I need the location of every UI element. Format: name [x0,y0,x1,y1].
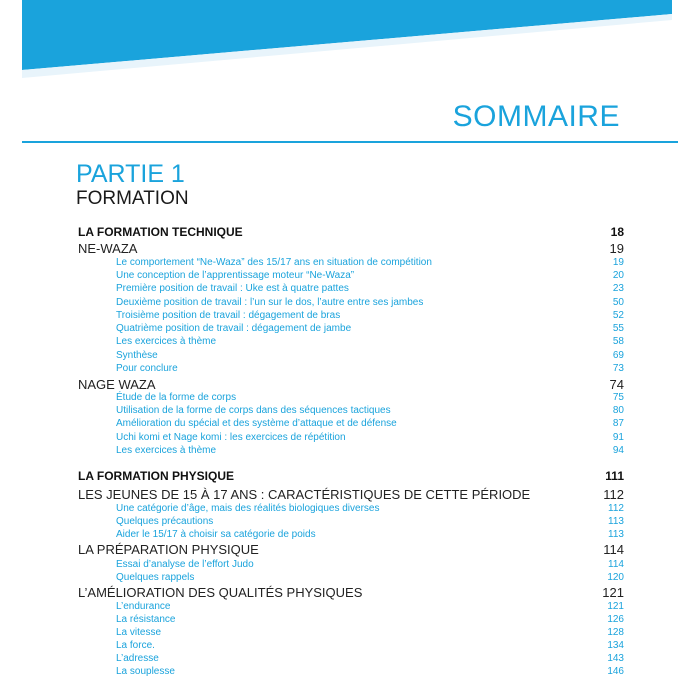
toc-entry-label: LA FORMATION TECHNIQUE [78,225,243,239]
toc-entry-page: 146 [607,666,624,677]
page-title: SOMMAIRE [452,100,620,133]
toc-entry-label: Quelques précautions [116,516,214,527]
toc-entry-label: Une conception de l’apprentissage moteur “Ne-Waza” [116,270,355,281]
toc-entry-page: 121 [607,601,624,612]
toc-entry-label: Une catégorie d’âge, mais des réalités biologiques diverses [116,503,380,514]
toc-entry-page: 113 [608,516,624,527]
toc-entry-page: 52 [612,310,624,321]
toc-entry-label: Quatrième position de travail : dégagement de jambe [116,323,352,334]
toc-entry-page: 134 [607,640,624,651]
toc-entry-page: 18 [610,225,624,239]
toc-entry-label: Quelques rappels [116,572,195,583]
toc-entry-label: Uchi komi et Nage komi : les exercices de répétition [116,432,346,443]
part-name: FORMATION [76,188,189,209]
toc-entry-page: 19 [609,241,624,256]
part-number: PARTIE 1 [76,160,185,188]
toc-entry-label: Les exercices à thème [116,445,217,456]
toc-entry-label: Étude de la forme de corps [116,392,237,403]
toc-entry-page: 74 [609,377,624,392]
toc-entry-page: 114 [603,542,624,557]
toc-entry-label: La résistance [116,614,176,625]
toc-entry-page: 120 [607,572,624,583]
toc-entry-page: 128 [607,627,624,638]
toc-entry-page: 55 [612,323,624,334]
toc-entry-page: 94 [612,445,624,456]
toc-entry-label: LES JEUNES DE 15 À 17 ANS : CARACTÉRISTIQUES DE CETTE PÉRIODE [78,487,531,502]
toc-entry-page: 113 [608,529,624,540]
toc-entry-label: L’endurance [116,601,171,612]
toc-entry-page: 80 [612,405,624,416]
toc-entry-page: 75 [612,392,624,403]
toc-entry-page: 121 [602,585,624,600]
toc-entry-page: 112 [603,487,624,502]
toc-entry-label: Les exercices à thème [116,336,217,347]
toc-entry-page: 58 [612,336,624,347]
toc-entry-label: LA FORMATION PHYSIQUE [78,469,234,483]
toc-entry-label: Première position de travail : Uke est à quatre pattes [116,283,349,294]
toc-entry-page: 87 [612,418,624,429]
blue-banner [0,0,700,90]
toc-entry-label: LA PRÉPARATION PHYSIQUE [78,542,259,557]
toc-entry-label: La souplesse [116,666,175,677]
toc-entry-label: Synthèse [116,350,158,361]
toc-entry-page: 114 [608,559,624,570]
toc-entry-label: Troisième position de travail : dégagement de bras [116,310,341,321]
toc-entry-page: 50 [612,297,624,308]
toc-entry-label: La force. [116,640,155,651]
toc-entry-label: Le comportement “Ne-Waza” des 15/17 ans en situation de compétition [116,257,432,268]
toc-entry-page: 23 [612,283,624,294]
toc-entry-label: Utilisation de la forme de corps dans des séquences tactiques [116,405,391,416]
toc-entry-page: 69 [612,350,624,361]
toc-entry-label: Amélioration du spécial et des système d’attaque et de défense [116,418,397,429]
toc-entry-label: NAGE WAZA [78,377,156,392]
toc-entry-page: 73 [612,363,624,374]
toc-entry-page: 19 [612,257,624,268]
toc-entry-label: Deuxième position de travail : l’un sur le dos, l’autre entre ses jambes [116,297,424,308]
toc-entry-label: L’adresse [116,653,159,664]
toc-entry-page: 111 [605,469,624,483]
toc-entry-page: 20 [612,270,624,281]
toc-entry-page: 112 [608,503,624,514]
toc-entry-label: Essai d’analyse de l’effort Judo [116,559,254,570]
title-divider [22,141,678,143]
toc-entry-page: 126 [607,614,624,625]
toc-entry-label: La vitesse [116,627,162,638]
toc-entry-page: 91 [612,432,624,443]
toc-entry-label: Pour conclure [116,363,178,374]
toc-entry-label: NE-WAZA [78,241,138,256]
toc-entry-label: Aider le 15/17 à choisir sa catégorie de poids [116,529,316,540]
toc-entry-label: L’AMÉLIORATION DES QUALITÉS PHYSIQUES [78,585,363,600]
toc-entry-page: 143 [607,653,624,664]
